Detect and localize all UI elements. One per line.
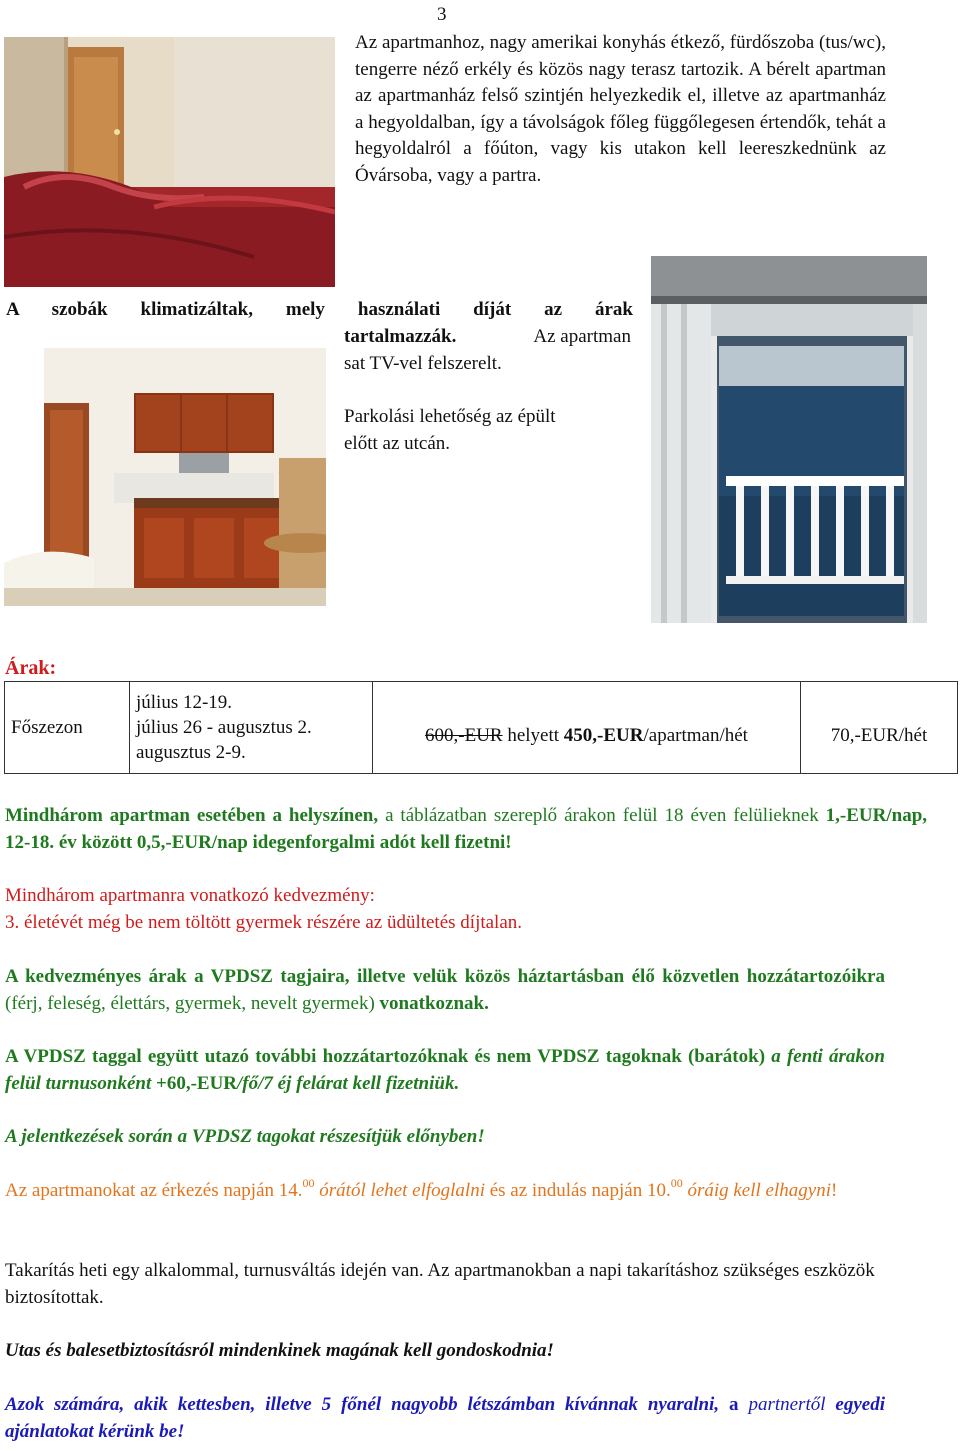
group-part2: a: [729, 1394, 739, 1415]
date-range: július 12-19.: [136, 692, 233, 713]
tax-part1: Mindhárom apartman esetében a helyszínen,: [5, 805, 379, 826]
checkin-part2: órától lehet elfoglalni: [319, 1180, 485, 1201]
vpdsz-members-part2: (férj, feleség, élettárs, gyermek, nevelt gyermek): [5, 992, 375, 1014]
group-part1: Azok számára, akik kettesben, illetve 5 főnél nagyobb létszámban kívánnak nyaralni,: [5, 1394, 720, 1415]
new-price: 450,-EUR: [563, 724, 644, 746]
price-table: [4, 681, 958, 774]
checkin-part3: és az indulás napján 10.: [489, 1180, 671, 1201]
vpdsz-nonmembers-part3: +60,-EUR: [156, 1072, 238, 1094]
old-price: 600,-EUR: [425, 724, 503, 746]
tax-part2: a táblázatban szereplő árakon felül 18 éven felülieknek: [385, 805, 819, 826]
cleaning-paragraph: Takarítás heti egy alkalommal, turnusváltás idején van. Az apartmanokban a napi takarításhoz szükséges eszközök biztosítottak.: [5, 1260, 875, 1308]
rooms-tv-line2: sat TV-vel felszerelt.: [344, 353, 502, 374]
extra-price-cell: 70,-EUR/hét: [801, 682, 958, 774]
kitchen-photo: [4, 348, 326, 606]
table-row: [5, 682, 958, 774]
vpdsz-members-paragraph: [5, 964, 885, 1017]
discount-heading: Mindhárom apartmanra vonatkozó kedvezmény:: [5, 885, 375, 906]
group-part3: partnertől: [748, 1394, 826, 1415]
intro-paragraph: Az apartmanhoz, nagy amerikai konyhás étkező, fürdőszoba (tus/wc), tengerre néző erkély és közös nagy terasz tartozik. A bérelt apartman az apartmanház felső szintjén helyezkedik el, illetve az apartmanház a hegyoldalban, így a távolságok főleg függőlegesen értendők, tehát a hegyoldalról a főúton, vagy kis utakon kell leereszkednünk az Óvársoba, vagy a partra.: [355, 32, 886, 186]
checkin-part4: óráig kell elhagyni: [687, 1180, 831, 1201]
page-number: 3: [437, 4, 447, 25]
tax-part3: 1,-EUR/nap, 12-18. év között 0,5,-EUR/nap idegenforgalmi adót kell fizetni!: [5, 805, 928, 853]
balcony-sea-view-photo: [651, 256, 927, 623]
group-offer-paragraph: [5, 1392, 885, 1445]
parking-line2: előtt az utcán.: [344, 433, 451, 454]
season-cell: Főszezon: [5, 682, 130, 774]
date-range: július 26 - augusztus 2.: [136, 717, 312, 738]
checkin-sup1: 00: [302, 1176, 315, 1190]
vpdsz-members-part3: vonatkoznak.: [379, 992, 489, 1014]
insurance-note: Utas és balesetbiztosításról mindenkinek magának kell gondoskodnia!: [5, 1340, 554, 1361]
bedroom-photo: [4, 37, 335, 287]
rooms-ac-line2-bold: tartalmazzák.: [344, 326, 457, 347]
checkin-paragraph: [5, 1178, 885, 1205]
vpdsz-nonmembers-paragraph: [5, 1044, 885, 1097]
group-part4: egyedi ajánlatokat kérünk be!: [5, 1394, 885, 1442]
vpdsz-nonmembers-part1: A VPDSZ taggal együtt utazó további hozzátartozóknak és nem VPDSZ tagoknak (barátok): [5, 1046, 766, 1067]
preference-note: A jelentkezések során a VPDSZ tagokat részesítjük előnyben!: [5, 1126, 485, 1147]
date-range: augusztus 2-9.: [136, 742, 246, 763]
discount-text: 3. életévét még be nem töltött gyermek részére az üdültetés díjtalan.: [5, 912, 523, 933]
rooms-ac-line1: A szobák klimatizáltak, mely használati díját az árak: [6, 299, 633, 320]
price-cell: [373, 682, 801, 774]
checkin-part5: !: [830, 1180, 838, 1201]
prices-heading: Árak:: [5, 657, 57, 679]
rooms-tv-line1: Az apartman: [533, 326, 631, 347]
price-unit: /apartman/hét: [643, 724, 748, 746]
checkin-part1: Az apartmanokat az érkezés napján 14.: [5, 1180, 303, 1201]
instead-label: helyett: [507, 724, 560, 746]
tourist-tax-paragraph: [5, 803, 927, 856]
rooms-ac-line2: [344, 324, 631, 351]
dates-cell: [130, 682, 373, 774]
vpdsz-nonmembers-part2: a fenti árakon felül turnusonként: [5, 1046, 886, 1094]
vpdsz-members-part1: A kedvezményes árak a VPDSZ tagjaira, illetve velük közös háztartásban élő közvetlen hozzátartozóikra: [5, 966, 885, 987]
vpdsz-nonmembers-part4: /fő/7 éj felárat kell fizetniük.: [237, 1072, 460, 1094]
checkin-sup2: 00: [670, 1176, 683, 1190]
parking-line1: Parkolási lehetőség az épült: [344, 406, 556, 427]
